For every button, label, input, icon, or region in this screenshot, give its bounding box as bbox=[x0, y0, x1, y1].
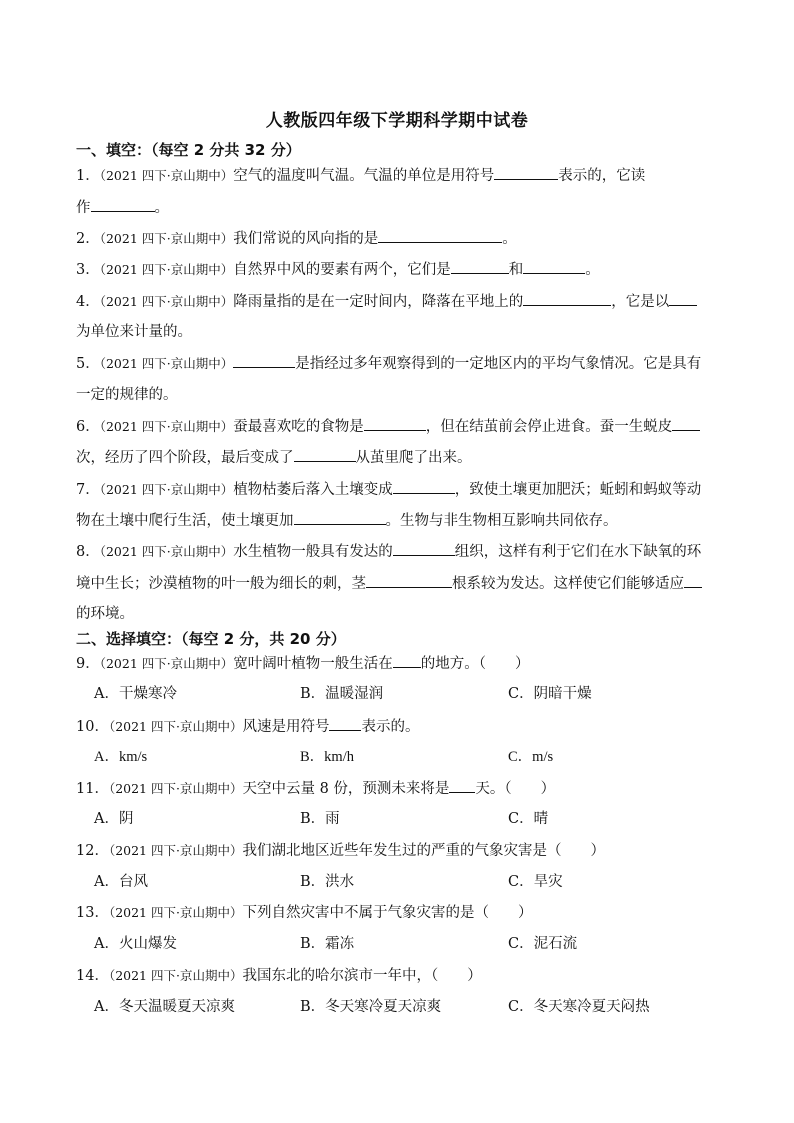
question-11-line-1: 11．（2021 四下·京山期中）天空中云量 8 份，预测未来将是 天。（ ） bbox=[76, 778, 721, 799]
question-10-option-c[interactable]: C．m/s bbox=[508, 749, 554, 765]
question-12-option-b[interactable]: B．洪水 bbox=[300, 874, 355, 890]
question-7-line-1: 7．（2021 四下·京山期中）植物枯萎后落入土壤变成 ，致使土壤更加肥沃；蚯蚓和蚂蚁等动 bbox=[76, 479, 721, 500]
question-1-line-1: 1．（2021 四下·京山期中）空气的温度叫气温。气温的单位是用符号 表示的，它读 bbox=[76, 165, 721, 186]
question-11-option-a[interactable]: A．阴 bbox=[94, 811, 134, 827]
answer-blank[interactable] bbox=[294, 510, 386, 525]
answer-blank[interactable] bbox=[91, 197, 155, 212]
question-10-line-1: 10．（2021 四下·京山期中）风速是用符号 表示的。 bbox=[76, 716, 721, 737]
question-13-option-b[interactable]: B．霜冻 bbox=[300, 936, 355, 952]
section-heading-multiple-choice: 二、选择填空：（每空 2 分，共 20 分） bbox=[76, 630, 346, 648]
answer-blank[interactable] bbox=[366, 573, 452, 588]
question-13-line-1: 13．（2021 四下·京山期中）下列自然灾害中不属于气象灾害的是（ ） bbox=[76, 905, 533, 921]
question-9-option-a[interactable]: A．干燥寒冷 bbox=[94, 686, 177, 702]
answer-blank[interactable] bbox=[393, 541, 455, 556]
question-3-line-1: 3．（2021 四下·京山期中）自然界中风的要素有两个，它们是 和 。 bbox=[76, 259, 721, 280]
answer-blank[interactable] bbox=[684, 573, 702, 588]
question-4-line-1: 4．（2021 四下·京山期中）降雨量指的是在一定时间内，降落在平地上的 ，它是以 bbox=[76, 291, 721, 312]
answer-blank[interactable] bbox=[449, 778, 475, 793]
question-14-option-a[interactable]: A．冬天温暖夏天凉爽 bbox=[94, 999, 235, 1015]
question-9-option-c[interactable]: C．阴暗干燥 bbox=[508, 686, 592, 702]
answer-blank[interactable] bbox=[364, 416, 426, 431]
question-13-option-c[interactable]: C．泥石流 bbox=[508, 936, 578, 952]
answer-blank[interactable] bbox=[294, 447, 356, 462]
question-7-line-2: 物在土壤中爬行生活，使土壤更加 。生物与非生物相互影响共同依存。 bbox=[76, 510, 721, 531]
section-heading-fill-in: 一、填空：（每空 2 分共 32 分） bbox=[76, 141, 301, 159]
answer-blank[interactable] bbox=[669, 291, 697, 306]
answer-blank[interactable] bbox=[393, 653, 421, 668]
question-9-option-b[interactable]: B．温暖湿润 bbox=[300, 686, 384, 702]
question-8-line-2: 境中生长；沙漠植物的叶一般为细长的刺，茎 根系较为发达。这样使它们能够适应 bbox=[76, 573, 721, 594]
question-8-line-3: 的环境。 bbox=[76, 606, 134, 622]
answer-blank[interactable] bbox=[523, 291, 611, 306]
answer-blank[interactable] bbox=[523, 259, 585, 274]
answer-blank[interactable] bbox=[233, 353, 295, 368]
question-9-line-1: 9．（2021 四下·京山期中）宽叶阔叶植物一般生活在 的地方。（ ） bbox=[76, 653, 721, 674]
question-14-line-1: 14．（2021 四下·京山期中）我国东北的哈尔滨市一年中，（ ） bbox=[76, 968, 482, 984]
question-14-option-b[interactable]: B．冬天寒冷夏天凉爽 bbox=[300, 999, 442, 1015]
question-5-line-2: 一定的规律的。 bbox=[76, 387, 178, 403]
question-14-option-c[interactable]: C．冬天寒冷夏天闷热 bbox=[508, 999, 650, 1015]
question-11-option-b[interactable]: B．雨 bbox=[300, 811, 340, 827]
question-2-line-1: 2．（2021 四下·京山期中）我们常说的风向指的是 。 bbox=[76, 228, 721, 249]
page-title: 人教版四年级下学期科学期中试卷 bbox=[265, 111, 529, 131]
question-1-line-2: 作 。 bbox=[76, 197, 721, 218]
question-12-option-a[interactable]: A．台风 bbox=[94, 874, 148, 890]
question-12-option-c[interactable]: C．旱灾 bbox=[508, 874, 563, 890]
question-11-option-c[interactable]: C．晴 bbox=[508, 811, 549, 827]
answer-blank[interactable] bbox=[393, 479, 455, 494]
question-6-line-1: 6．（2021 四下·京山期中）蚕最喜欢吃的食物是 ，但在结茧前会停止进食。蚕一生蜕皮 bbox=[76, 416, 721, 437]
question-10-option-b[interactable]: B．km/h bbox=[300, 749, 354, 765]
answer-blank[interactable] bbox=[329, 716, 361, 731]
question-4-line-2: 为单位来计量的。 bbox=[76, 324, 192, 340]
answer-blank[interactable] bbox=[451, 259, 509, 274]
question-5-line-1: 5．（2021 四下·京山期中） 是指经过多年观察得到的一定地区内的平均气象情况。它是具有 bbox=[76, 353, 721, 374]
answer-blank[interactable] bbox=[494, 165, 558, 180]
answer-blank[interactable] bbox=[378, 228, 502, 243]
question-13-option-a[interactable]: A．火山爆发 bbox=[94, 936, 177, 952]
question-10-option-a[interactable]: A．km/s bbox=[94, 749, 148, 765]
question-6-line-2: 次，经历了四个阶段，最后变成了 从茧里爬了出来。 bbox=[76, 447, 721, 468]
answer-blank[interactable] bbox=[672, 416, 700, 431]
question-8-line-1: 8．（2021 四下·京山期中）水生植物一般具有发达的 组织，这样有利于它们在水下缺氧的环 bbox=[76, 541, 721, 562]
question-12-line-1: 12．（2021 四下·京山期中）我们湖北地区近些年发生过的严重的气象灾害是（ ） bbox=[76, 843, 605, 859]
